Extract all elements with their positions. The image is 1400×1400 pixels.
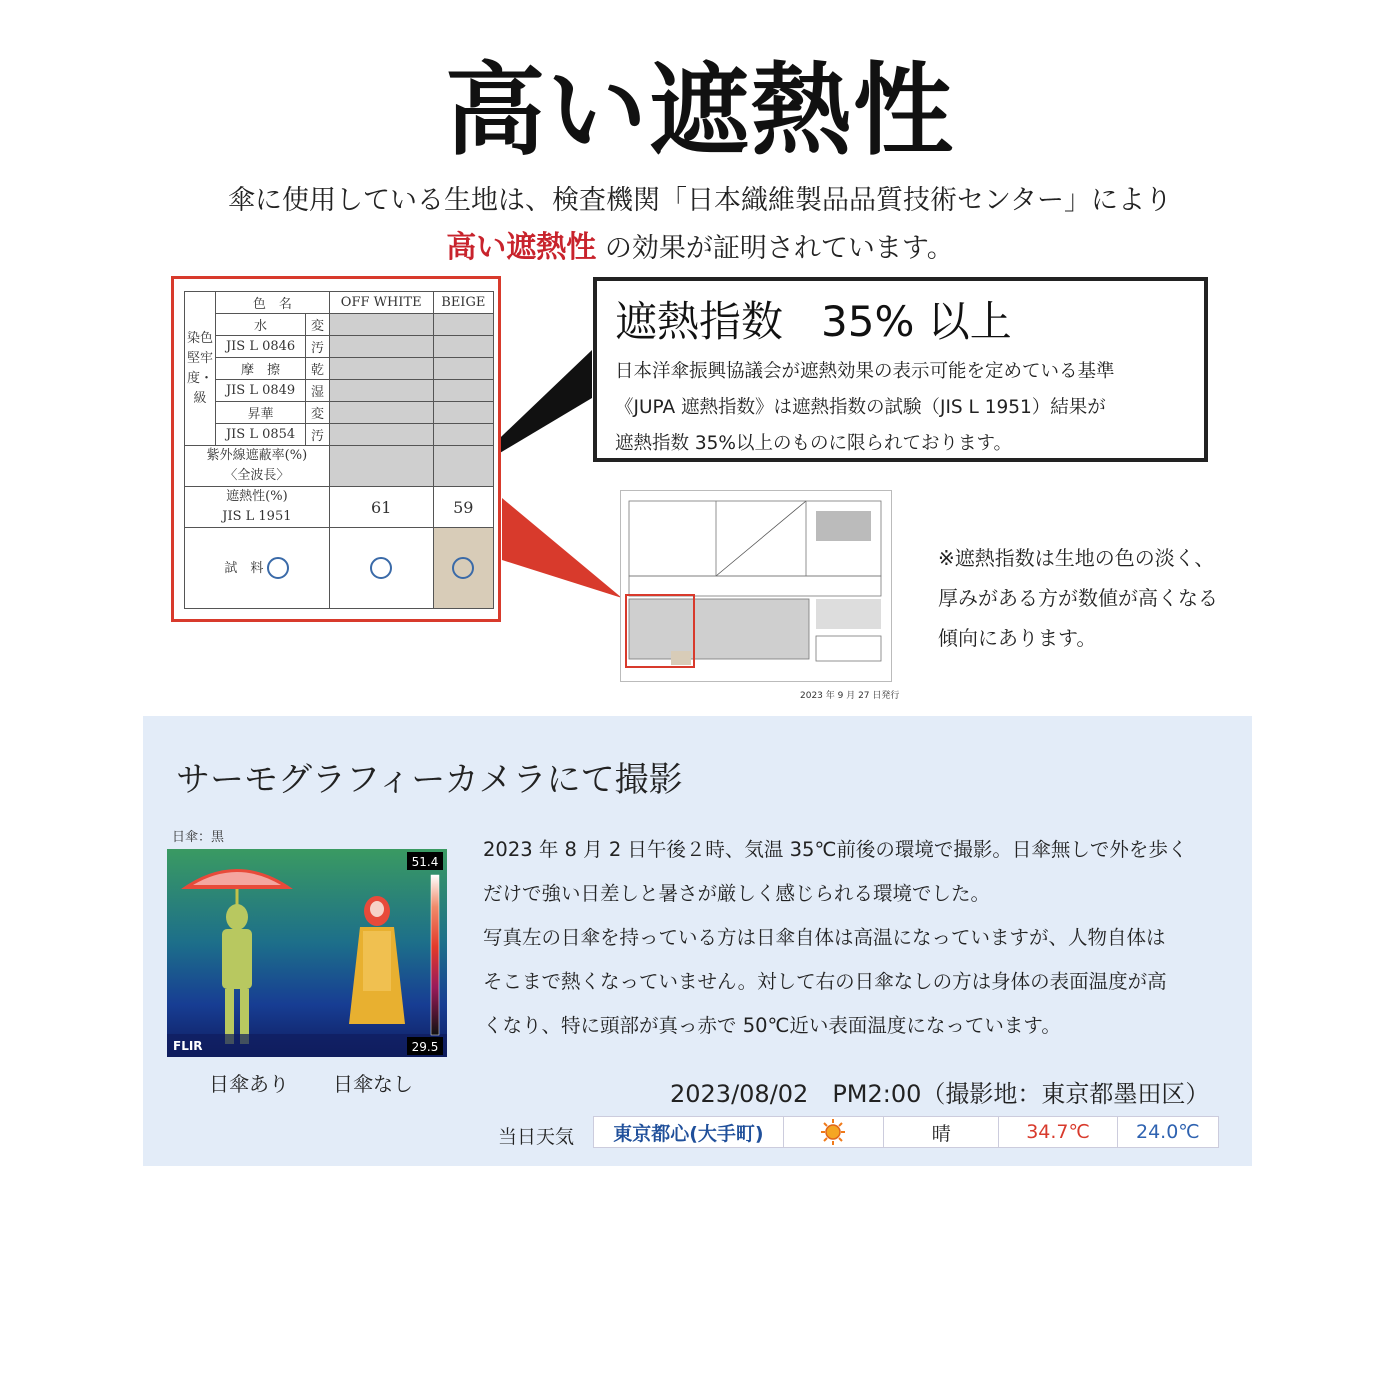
table-row (185, 314, 494, 336)
table-row (185, 380, 494, 402)
report-table (184, 291, 494, 609)
callout-title (615, 289, 1012, 349)
col-beige-header: BEIGE (433, 292, 493, 314)
test-name: JIS L 0854 (216, 424, 306, 446)
table-row (185, 336, 494, 358)
table-row (185, 424, 494, 446)
intro-line-1: 傘に使用している生地は、検査機関「日本織維製品品質技術センター」により (228, 185, 1172, 216)
callout-line-1: 日本洋傘振興協議会が遮熱効果の表示可能を定めている基準 (615, 361, 1115, 382)
sample-mark-icon (267, 557, 289, 579)
intro-highlight: 高い遮熱性 (446, 230, 597, 265)
test-cond: 汚 (306, 424, 330, 446)
paragraph-line: くなり、特に頭部が真っ赤で 50℃近い表面温度になっています。 (483, 1014, 1061, 1037)
fastness-label: 染色堅牢度・級 (185, 292, 216, 446)
heat-label: 遮熱性(%) (226, 489, 288, 504)
flir-logo: FLIR (173, 1039, 203, 1053)
col-color-header: 色 名 (216, 292, 330, 314)
weather-low-temp: 24.0℃ (1136, 1121, 1200, 1143)
certificate-issue-date: 2023 年 9 月 27 日発行 (800, 691, 900, 701)
test-cond: 乾 (306, 358, 330, 380)
paragraph-line: 写真左の日傘を持っている方は日傘自体は高温になっていますが、人物自体は (483, 926, 1166, 949)
test-cond: 変 (306, 314, 330, 336)
shot-info: 2023/08/02 PM2:00（撮影地：東京都墨田区） (670, 1080, 1210, 1108)
callout-title-value: 35% 以上 (821, 297, 1012, 346)
test-name: JIS L 0846 (216, 336, 306, 358)
note-line-2: 厚みがある方が数値が高くなる (938, 586, 1218, 610)
umbrella-color-label: 日傘：黒 (172, 830, 225, 845)
paragraph-line: そこまで熱くなっていません。対して右の日傘なしの方は身体の表面温度が高 (483, 970, 1167, 993)
callout-line-2: 《JUPA 遮熱指数》は遮熱指数の試験（JIS L 1951）結果が (615, 397, 1106, 418)
intro-line-2-text: の効果が証明されています。 (596, 233, 954, 264)
report-table-zoom (171, 276, 501, 622)
heat-standard: JIS L 1951 (222, 509, 292, 524)
weather-location: 東京都心(大手町) (594, 1117, 784, 1147)
table-row (185, 402, 494, 424)
test-name: JIS L 0849 (216, 380, 306, 402)
weather-label: 当日天気 (498, 1126, 575, 1148)
weather-bar (593, 1116, 1219, 1148)
heat-beige-value: 59 (433, 487, 493, 528)
test-name: 水 (216, 314, 306, 336)
table-row (185, 528, 494, 609)
callout-line-3: 遮熱指数 35%以上のものに限られております。 (615, 433, 1013, 454)
test-cond: 湿 (306, 380, 330, 402)
intro-line-2 (0, 222, 1400, 266)
uv-label: 紫外線遮蔽率(%) (206, 448, 308, 463)
test-name: 昇華 (216, 402, 306, 424)
heat-index-callout (593, 277, 1208, 462)
note-line-3: 傾向にあります。 (938, 626, 1097, 650)
zoom-connector (502, 498, 622, 598)
temp-min: 29.5 (411, 1040, 439, 1054)
test-cond: 変 (306, 402, 330, 424)
test-name: 摩 擦 (216, 358, 306, 380)
thermo-title: サーモグラフィーカメラにて撮影 (176, 760, 683, 800)
table-row (185, 358, 494, 380)
thermal-image (167, 849, 447, 1057)
paragraph-line: だけで強い日差しと暑さが厳しく感じられる環境でした。 (483, 882, 991, 905)
col-off-white-header: OFF WHITE (329, 292, 433, 314)
test-cond: 汚 (306, 336, 330, 358)
paragraph-line: 2023 年 8 月 2 日午後２時、気温 35℃前後の環境で撮影。日傘無しで外を歩く (483, 838, 1188, 861)
beige-sample-swatch (433, 528, 493, 609)
weather-condition: 晴 (884, 1117, 999, 1147)
weather-high-temp: 34.7℃ (999, 1117, 1117, 1147)
thermography-section (143, 716, 1252, 1166)
label-without-umbrella: 日傘なし (333, 1072, 413, 1096)
page-title: 高い遮熱性 (445, 52, 955, 169)
temp-max: 51.4 (411, 855, 439, 869)
sample-label: 試 料 (224, 560, 264, 576)
sun-icon (784, 1117, 884, 1147)
sample-mark-icon (452, 557, 474, 579)
sample-mark-icon (370, 557, 392, 579)
note-line-1: ※遮熱指数は生地の色の淡く、 (938, 546, 1215, 570)
certificate-drawing (621, 491, 891, 681)
note (938, 538, 1218, 658)
table-row (185, 446, 494, 487)
callout-title-label: 遮熱指数 (615, 297, 784, 346)
test-certificate-image (620, 490, 892, 682)
label-with-umbrella: 日傘あり (209, 1072, 289, 1096)
table-row (185, 487, 494, 528)
heat-off-white-value: 61 (329, 487, 433, 528)
uv-sub: 〈全波長〉 (224, 468, 290, 483)
